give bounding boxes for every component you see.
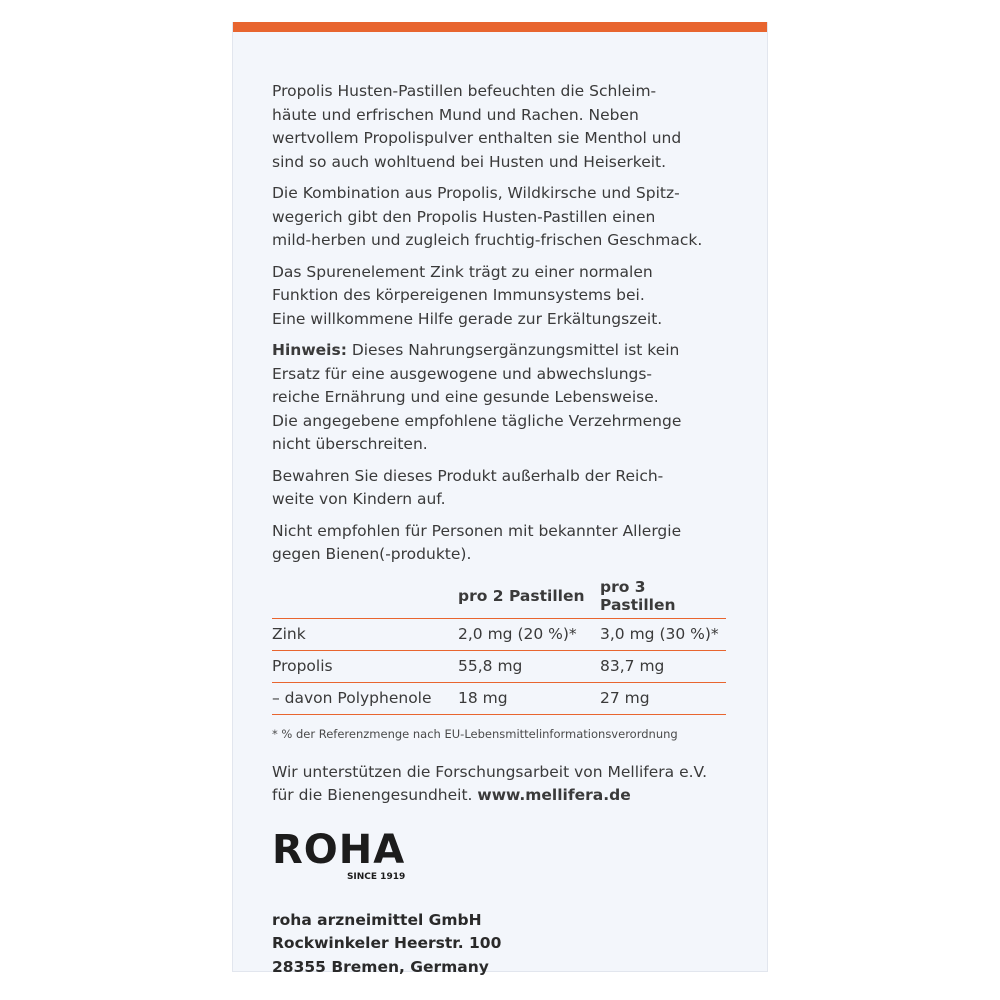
notice-paragraph xyxy=(272,339,742,457)
table-cell: – davon Polyphenole xyxy=(272,682,458,714)
table-header-row xyxy=(272,575,726,619)
table-row xyxy=(272,650,726,682)
logo-wordmark: ROHA xyxy=(272,826,406,873)
table-row xyxy=(272,682,726,714)
table-cell: 2,0 mg (20 %)* xyxy=(458,618,600,650)
nutrition-table xyxy=(272,575,726,715)
notice-text: Dieses Nahrungsergänzungsmittel ist kein Ersatz für eine ausgewogene und abwechslungs- reiche Ernährung und eine gesunde Lebensweise. Die angegebene empfohlene tägliche Verzehrmenge nicht überschreiten. xyxy=(272,341,682,453)
table-header-cell xyxy=(272,575,458,619)
table-row xyxy=(272,618,726,650)
table-cell: 55,8 mg xyxy=(458,650,600,682)
table-cell: 18 mg xyxy=(458,682,600,714)
description-paragraph: Propolis Husten-Pastillen befeuchten die Schleim- häute und erfrischen Mund und Rachen. Neben wertvollem Propolispulver enthalten sie Menthol und sind so auch wohltuend bei Husten und Heiserkeit. xyxy=(272,82,682,171)
text-content xyxy=(272,80,742,979)
allergy-paragraph: Nicht empfohlen für Personen mit bekannter Allergie gegen Bienen(-produkte). xyxy=(272,521,682,563)
address-line: 28355 Bremen, Germany xyxy=(272,957,489,976)
address-line: Rockwinkeler Heerstr. 100 xyxy=(272,934,502,952)
flavor-paragraph: Die Kombination aus Propolis, Wildkirsche und Spitz- wegerich gibt den Propolis Husten-Pastillen einen mild-herben und zugleich fruchtig-frischen Geschmack. xyxy=(272,184,703,249)
zinc-paragraph: Das Spurenelement Zink trägt zu einer normalen Funktion des körpereigenen Immunsystems bei. Eine willkommene Hilfe gerade zur Erkältungszeit. xyxy=(272,262,663,328)
mellifera-link[interactable]: www.mellifera.de xyxy=(477,786,631,804)
table-cell: Propolis xyxy=(272,650,458,682)
storage-paragraph: Bewahren Sie dieses Produkt außerhalb der Reich- weite von Kindern auf. xyxy=(272,466,664,508)
table-cell: 3,0 mg (30 %)* xyxy=(600,618,726,650)
footnote: * % der Referenzmenge nach EU-Lebensmittelinformationsverordnung xyxy=(272,726,678,741)
table-cell: 83,7 mg xyxy=(600,650,726,682)
package-back-panel xyxy=(232,22,768,976)
table-cell: Zink xyxy=(272,618,458,650)
roha-logo xyxy=(272,826,406,882)
support-message: Wir unterstützen die Forschungsarbeit von Mellifera e.V. für die Bienengesundheit. xyxy=(272,762,708,804)
logo-since: SINCE 1919 xyxy=(346,871,406,882)
accent-bar xyxy=(233,22,767,32)
notice-label: Hinweis: xyxy=(272,341,347,359)
table-header-cell: pro 2 Pastillen xyxy=(458,575,600,619)
table-header-cell: pro 3 Pastillen xyxy=(600,575,726,619)
address-line: roha arzneimittel GmbH xyxy=(272,910,482,929)
table-cell: 27 mg xyxy=(600,682,726,714)
company-address xyxy=(272,909,742,980)
support-text xyxy=(272,761,742,808)
